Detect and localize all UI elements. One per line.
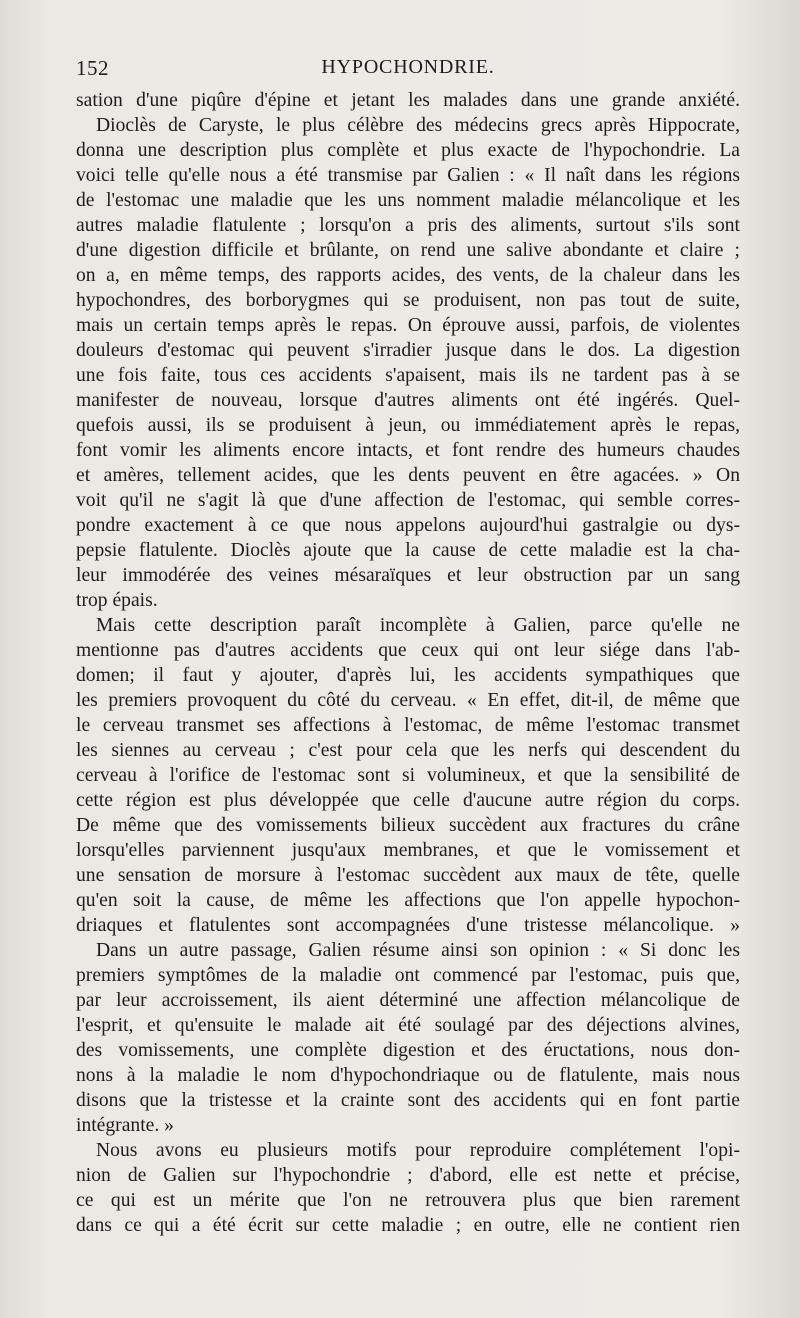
text-line: premiers symptômes de la maladie ont commencé par l'estomac, puis que, bbox=[76, 965, 740, 986]
text-line: Nous avons eu plusieurs motifs pour reproduire complétement l'opi- bbox=[96, 1140, 740, 1161]
text-line: qu'en soit la cause, de même les affections que l'on appelle hypochon- bbox=[76, 890, 740, 911]
text-line: par leur accroissement, ils aient déterminé une affection mélancolique de bbox=[76, 990, 740, 1011]
text-line: dans ce qui a été écrit sur cette maladie ; en outre, elle ne contient rien bbox=[76, 1215, 740, 1236]
text-line: leur immodérée des veines mésaraïques et leur obstruction par un sang bbox=[76, 565, 740, 586]
text-line: cerveau à l'orifice de l'estomac sont si volumineux, et que la sensibilité de bbox=[76, 765, 740, 786]
text-line: quefois aussi, ils se produisent à jeun, ou immédiatement après le repas, bbox=[76, 415, 740, 436]
text-line: cette région est plus développée que celle d'aucune autre région du corps. bbox=[76, 790, 740, 811]
text-line: donna une description plus complète et plus exacte de l'hypochondrie. La bbox=[76, 140, 740, 161]
running-title: HYPOCHONDRIE. bbox=[321, 56, 495, 78]
text-line: sation d'une piqûre d'épine et jetant les malades dans une grande anxiété. bbox=[76, 90, 740, 111]
text-line: Dioclès de Caryste, le plus célèbre des médecins grecs après Hippocrate, bbox=[96, 115, 740, 136]
text-line: et amères, tellement acides, que les dents peuvent en être agacées. » On bbox=[76, 465, 740, 486]
page-number: 152 bbox=[76, 56, 109, 80]
text-line: de l'estomac une maladie que les uns nomment maladie mélancolique et les bbox=[76, 190, 740, 211]
text-line: intégrante. » bbox=[76, 1115, 174, 1136]
text-line: trop épais. bbox=[76, 590, 158, 611]
text-line: pondre exactement à ce que nous appelons aujourd'hui gastralgie ou dys- bbox=[76, 515, 740, 536]
text-line: nons à la maladie le nom d'hypochondriaque ou de flatulente, mais nous bbox=[76, 1065, 740, 1086]
text-line: De même que des vomissements bilieux succèdent aux fractures du crâne bbox=[76, 815, 740, 836]
text-line: mentionne pas d'autres accidents que ceux qui ont leur siége dans l'ab- bbox=[76, 640, 740, 661]
text-line: l'esprit, et qu'ensuite le malade ait été soulagé par des déjections alvines, bbox=[76, 1015, 740, 1036]
text-line: une fois faite, tous ces accidents s'apaisent, mais ils ne tardent pas à se bbox=[76, 365, 740, 386]
text-line: Mais cette description paraît incomplète à Galien, parce qu'elle ne bbox=[96, 615, 740, 636]
text-line: font vomir les aliments encore intacts, et font rendre des humeurs chaudes bbox=[76, 440, 740, 461]
text-line: douleurs d'estomac qui peuvent s'irradier jusque dans le dos. La digestion bbox=[76, 340, 740, 361]
text-line: pepsie flatulente. Dioclès ajoute que la cause de cette maladie est la cha- bbox=[76, 540, 740, 561]
text-line: nion de Galien sur l'hypochondrie ; d'abord, elle est nette et précise, bbox=[76, 1165, 740, 1186]
text-line: ce qui est un mérite que l'on ne retrouvera plus que bien rarement bbox=[76, 1190, 740, 1211]
text-line: lorsqu'elles parviennent jusqu'aux membranes, et que le vomissement et bbox=[76, 840, 740, 861]
text-line: une sensation de morsure à l'estomac succèdent aux maux de tête, quelle bbox=[76, 865, 740, 886]
text-line: disons que la tristesse et la crainte sont des accidents qui en font partie bbox=[76, 1090, 740, 1111]
text-line: driaques et flatulentes sont accompagnées d'une tristesse mélancolique. » bbox=[76, 915, 740, 936]
page-header bbox=[76, 56, 740, 86]
text-line: voici telle qu'elle nous a été transmise par Galien : « Il naît dans les régions bbox=[76, 165, 740, 186]
text-line: le cerveau transmet ses affections à l'estomac, de même l'estomac transmet bbox=[76, 715, 740, 736]
text-line: on a, en même temps, des rapports acides, des vents, de la chaleur dans les bbox=[76, 265, 740, 286]
text-line: des vomissements, une complète digestion et des éructations, nous don- bbox=[76, 1040, 740, 1061]
text-line: manifester de nouveau, lorsque d'autres aliments ont été ingérés. Quel- bbox=[76, 390, 740, 411]
text-line: d'une digestion difficile et brûlante, on rend une salive abondante et claire ; bbox=[76, 240, 740, 261]
text-line: voit qu'il ne s'agit là que d'une affection de l'estomac, qui semble corres- bbox=[76, 490, 740, 511]
text-line: les siennes au cerveau ; c'est pour cela que les nerfs qui descendent du bbox=[76, 740, 740, 761]
text-line: mais un certain temps après le repas. On éprouve aussi, parfois, de violentes bbox=[76, 315, 740, 336]
text-line: hypochondres, des borborygmes qui se produisent, non pas tout de suite, bbox=[76, 290, 740, 311]
text-line: les premiers provoquent du côté du cerveau. « En effet, dit-il, de même que bbox=[76, 690, 740, 711]
text-line: domen; il faut y ajouter, d'après lui, les accidents sympathiques que bbox=[76, 665, 740, 686]
body-text bbox=[76, 88, 740, 1238]
text-line: autres maladie flatulente ; lorsqu'on a pris des aliments, surtout s'ils sont bbox=[76, 215, 740, 236]
text-line: Dans un autre passage, Galien résume ainsi son opinion : « Si donc les bbox=[96, 940, 740, 961]
